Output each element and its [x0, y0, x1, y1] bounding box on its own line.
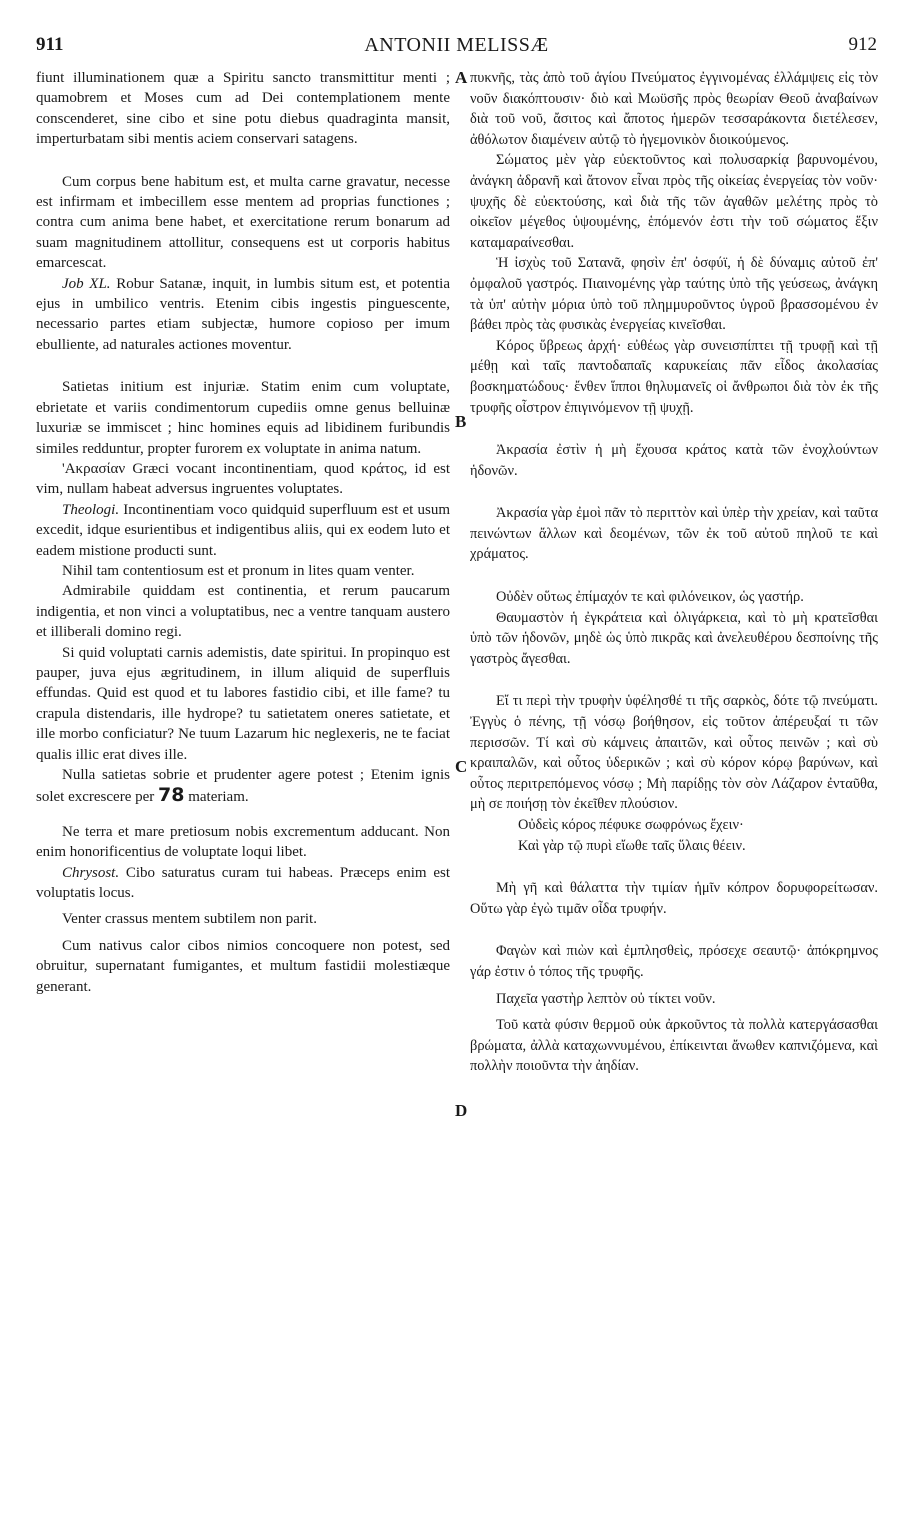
greek-paragraph: Παχεῖα γαστὴρ λεπτὸν οὐ τίκτει νοῦν.: [496, 990, 716, 1007]
latin-paragraph: [36, 863, 450, 904]
greek-paragraph: Κόρος ὕβρεως ἀρχή· εὐθέως γὰρ συνεισπίπτει τῇ τρυφῇ καὶ τῇ μέθῃ καὶ ταῖς παντοδαπαῖς καρυκείαις πᾶν εἶδος ἀκολασίας βοσκηματώδους· ἔνθεν ἵπποι θηλυμανεῖς οἱ ἄνθρωποι διὰ τὸν ἐκ τῆς τρυφῆς οἶστρον ἐπιγινόμενον τῇ ψυχῇ.: [470, 337, 878, 416]
signature-mark: 78: [158, 784, 185, 807]
latin-text: Robur Satanæ, inquit, in lumbis situm est, et potentia ejus in umbilico ventris. Etenim cibis ingestis pinguescente, necessario partes etiam subjectæ, humore copioso per imum ebulliente, ad naturales actiones moventur.: [36, 275, 450, 353]
greek-term: 'Ακρασίαν: [62, 460, 126, 477]
latin-text: Cibo saturatus curam tui habeas. Præceps enim est voluptatis locus.: [36, 864, 450, 902]
left-page-number: 911: [36, 34, 64, 55]
latin-paragraph: Admirabile quiddam est continentia, et rerum paucarum indigentia, et non vinci a voluptatibus, nec a ventre tanquam austero et illiberali domino regi.: [36, 583, 450, 641]
citation-reference: Theologi.: [62, 501, 120, 518]
latin-paragraph: Cum corpus bene habitum est, et multa carne gravatur, necesse est infirmam et imbecillem esse mentem ad proprias functiones ; contra cum anima bene habet, et exercitatione rerum bonarum ad suam magnitudinem attollitur, consequens est ut corporis habitus emarcescat.: [36, 173, 450, 272]
greek-paragraph: Οὐδὲν οὕτως ἐπίμαχόν τε καὶ φιλόνεικον, ὡς γαστήρ.: [496, 589, 804, 606]
latin-paragraph: Venter crassus mentem subtilem non parit.: [62, 911, 317, 928]
greek-paragraph: Εἴ τι περὶ τὴν τρυφὴν ὑφέλησθέ τι τῆς σαρκὸς, δότε τῷ πνεύματι. Ἐγγὺς ὁ πένης, τῇ νόσῳ βοήθησον, εἰς τοῦτον ἀπέρευξαί τι τῶν περισσῶν. Τί καὶ σὺ κάμνεις ἀπαιτῶν, καὶ οὗτος πεινῶν ; καὶ σὺ κραιπαλῶν, καὶ οὗτος ὑδερικῶν ; καὶ σὺ κόρον κόρῳ βαρύνων, καὶ οὗτος περιτρεπόμενος νόσῳ ; Μὴ παρίδῃς τὸν σὸν Λάζαρον ἐνταῦθα, μὴ σε ποιήσῃ τὸν ἐκεῖθεν πλούσιον.: [470, 693, 878, 813]
latin-paragraph: [36, 274, 450, 356]
latin-paragraph: Cum nativus calor cibos nimios concoquere non potest, sed obruitur, supernatant fumigantes, et multum fastidii molestiæque generant.: [36, 937, 450, 995]
citation-reference: Chrysost.: [62, 864, 120, 881]
latin-paragraph: [36, 459, 450, 500]
greek-term: κράτος,: [361, 460, 408, 477]
margin-marker-c: C: [455, 757, 468, 776]
right-page-number: 912: [848, 34, 877, 55]
latin-paragraph: Satietas initium est injuriæ. Statim enim cum voluptate, ebrietate et variis condimentorum cupediis omne genus belluinæ luxuriæ se immiscet ; hinc homines equis ad libidinem furibundis similes redduntur, propter furorem ex voluptate in anima natum.: [36, 379, 450, 457]
latin-paragraph: Ne terra et mare pretiosum nobis excrementum adducant. Non enim honorificentius de voluptate loqui libet.: [36, 823, 450, 861]
greek-paragraph: πυκνῆς, τὰς ἀπὸ τοῦ ἁγίου Πνεύματος ἐγγινομένας ἐλλάμψεις εἰς τὸν νοῦν διακόπτουσιν· διὸ καὶ Μωϋσῆς πρὸς θεωρίαν Θεοῦ ἀναβαίνων διὰ τοῦ νοῦ, ἄσιτος καὶ ἄποτος ἡμερῶν τεσσαράκοντα διετέλεσεν, ἀθόλωτον διαμένειν αὐτῷ τὸ ἡγεμονικὸν διοικούμενος.: [470, 70, 878, 148]
latin-paragraph: fiunt illuminationem quæ a Spiritu sancto transmittitur menti ; quamobrem et Moses cum ad Dei contemplationem mente conscenderet, sine cibo et sine potu diebus quadraginta mansit, imperturbatam sibi mentis aciem conservari satagens.: [36, 70, 450, 148]
greek-paragraph: Θαυμαστὸν ἡ ἐγκράτεια καὶ ὀλιγάρκεια, καὶ τὸ μὴ κρατεῖσθαι ὑπὸ τῶν ἡδονῶν, μηδὲ ὡς ὑπὸ πικρᾶς καὶ ἀνελευθέρου δεσποίνης τῆς γαστρὸς ἄγεσθαι.: [470, 609, 878, 667]
greek-column: [470, 68, 878, 1077]
greek-paragraph: Μὴ γῆ καὶ θάλαττα τὴν τιμίαν ἡμῖν κόπρον δορυφορείτωσαν. Οὕτω γὰρ ἐγὼ τιμᾶν οἶδα τρυφήν.: [470, 880, 878, 917]
latin-text: id est vim, nullam habeat adversus ingruentes voluptates.: [36, 460, 450, 498]
greek-paragraph: Ἡ ἰσχὺς τοῦ Σατανᾶ, φησὶν ἐπ' ὀσφύϊ, ἡ δὲ δύναμις αὐτοῦ ἐπ' ὀμφαλοῦ γαστρός. Πιαινομένης γὰρ ταύτης ὑπὸ τῆς γεύσεως, ἀνάγκη τὰ ὑπ' αὐτὴν μόρια ὑπὸ τοῦ πλημμυροῦντος ὑγροῦ βρασσομένου ἐν βάθει πρὸς τὰς φυσικὰς ἐνεργείας κινεῖσθαι.: [470, 255, 878, 334]
margin-marker-d: D: [455, 1101, 468, 1120]
latin-verse: [36, 765, 450, 808]
margin-marker-a: A: [455, 68, 468, 87]
greek-verse-line: Οὐδεὶς κόρος πέφυκε σωφρόνως ἔχειν·: [518, 817, 744, 833]
latin-text: Nulla satietas sobrie et prudenter agere potest ;: [62, 767, 365, 783]
margin-marker-b: B: [455, 412, 467, 431]
citation-reference: Job XL.: [62, 275, 111, 292]
greek-paragraph: Ἀκρασία γὰρ ἐμοὶ πᾶν τὸ περιττὸν καὶ ὑπὲρ τὴν χρείαν, καὶ ταῦτα πεινώντων ἄλλων καὶ δεομένων, τῶν ἐκ τοῦ αὐτοῦ πηλοῦ τε καὶ χράματος.: [470, 505, 878, 563]
latin-paragraph: Si quid voluptati carnis ademistis, date spiritui. In propinquo est pauper, juva ejus ægritudinem, in illum aliquid de superfluis effundas. Quid est quod et tu labores fastidio cibi, et ille fame? tu crapula distendaris, ille hydrope? tu satietatem oneres satietate, et ille morbo conficiatur? Ne tuum Lazarum hic neglexeris, ne te faciat qualis illic erat dives ille.: [36, 644, 450, 763]
latin-paragraph: Nihil tam contentiosum est et pronum in lites quam venter.: [62, 562, 415, 579]
greek-paragraph: Φαγὼν καὶ πιὼν καὶ ἐμπλησθεὶς, πρόσεχε σεαυτῷ· ἀπόκρημνος γάρ ἐστιν ὁ τόπος τῆς τρυφῆς.: [470, 943, 878, 980]
greek-paragraph: Σώματος μὲν γὰρ εὐεκτοῦντος καὶ πολυσαρκίᾳ βαρυνομένου, ἀνάγκη ἀδρανῆ καὶ ἄτονον εἶναι πρὸς τῆς οἰκείας ἐνεργείας τὸν νοῦν· ψυχῆς δὲ εὐεκτούσης, καὶ διὰ τῆς τῶν ἀγαθῶν μελέτης πρὸς τὸ οἰκεῖον μέγεθος ὑψουμένης, ἑπόμενόν ἐστι τὴν τοῦ σώματος ἕξιν καταμαραίνεσθαι.: [470, 152, 878, 251]
latin-text: Etenim ignis solet excrescere per: [36, 767, 450, 806]
latin-text: materiam.: [188, 789, 249, 806]
latin-text: Græci vocant incontinentiam, quod: [132, 460, 355, 477]
running-header: [36, 34, 877, 62]
latin-paragraph: [36, 500, 450, 561]
greek-paragraph: Ἀκρασία ἐστὶν ἡ μὴ ἔχουσα κράτος κατὰ τῶν ἐνοχλούντων ἡδονῶν.: [470, 442, 878, 479]
greek-paragraph: Τοῦ κατὰ φύσιν θερμοῦ οὐκ ἀρκοῦντος τὰ πολλὰ κατεργάσασθαι βρώματα, ἀλλὰ καταχωννυμένου, ἐπίκεινται ἄνωθεν καπνιζόμενα, καὶ πολλὴν ποιοῦντα τὴν ἀηδίαν.: [470, 1017, 878, 1075]
greek-verse-line: Καὶ γὰρ τῷ πυρὶ εἴωθε ταῖς ὕλαις θέειν.: [518, 837, 746, 854]
latin-column: [36, 68, 450, 997]
latin-text: Incontinentiam voco quidquid superfluum est et usum excedit, idque esurientibus et indigentibus aliis, qui ex eodem luto et eadem mistione producti sunt.: [36, 501, 450, 559]
running-title: ANTONII MELISSÆ: [364, 34, 549, 56]
